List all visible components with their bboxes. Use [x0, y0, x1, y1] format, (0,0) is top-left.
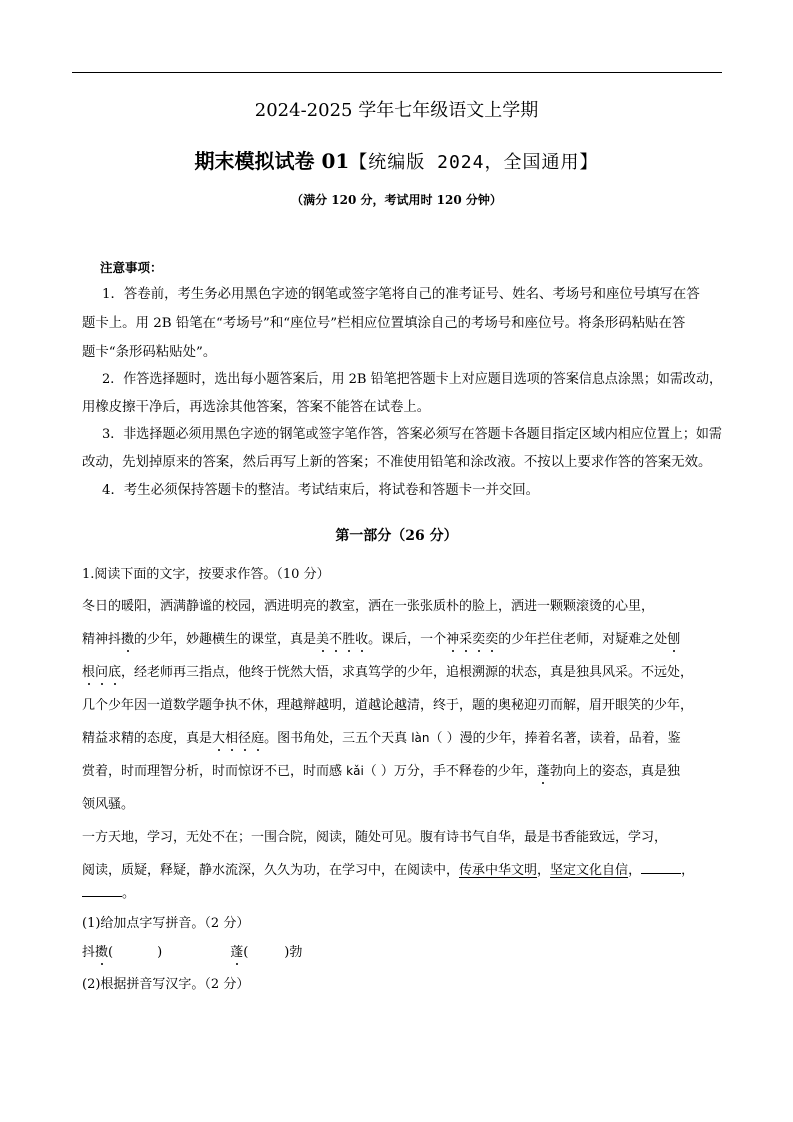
section-heading: 第一部分（26 分） — [335, 528, 458, 544]
notice-item-2-line-2: 用橡皮擦干净后，再选涂其他答案，答案不能答在试卷上。 — [82, 400, 431, 415]
passage-p2-line-2 — [82, 859, 694, 878]
text-span: 。图书角处，三五个天真 — [264, 731, 412, 746]
exam-year-title: 2024-2025 学年七年级语文上学期 — [254, 100, 539, 121]
answer-blank-2[interactable] — [82, 884, 122, 897]
notice-item-3-line-1: 3．非选择题必须用黑色字迹的钢笔或签字笔作答，答案必须写在答题卡各题目指定区域内相应位置上；如需 — [102, 427, 722, 442]
text-span: ，经老师再三指点，他终于恍然大悟，求真笃学的少年，追根溯源的状态，真是独具风采。不远处， — [121, 665, 694, 680]
emphasized-char: 不 — [329, 632, 343, 647]
emphasized-char: 刨 — [667, 632, 681, 647]
passage-p1-line-1: 冬日的暖阳，洒满静谧的校园，洒进明亮的教室，洒在一张张质朴的脸上，洒进一颗颗滚烫的心里， — [82, 599, 655, 614]
notice-item-3-line-2: 改动，先划掉原来的答案，然后再写上新的答案；不准使用铅笔和涂改液。不按以上要求作答的答案无效。 — [82, 455, 712, 470]
text-span: 的少年拦住老师，对疑难之处 — [498, 632, 668, 647]
passage-p1-line-3 — [82, 661, 693, 680]
notice-item-4-line-1: 4．考生必须保持答题卡的整洁。考试结束后，将试卷和答题卡一并交回。 — [102, 483, 540, 498]
text-span: 。 — [122, 886, 136, 901]
paren-open: ( — [108, 945, 114, 960]
emphasized-char: 采 — [459, 632, 473, 647]
text-span: 精神抖 — [82, 632, 122, 647]
text-span: 精益求精的态度，真是 — [82, 731, 213, 746]
emphasized-char: 胜 — [342, 632, 356, 647]
emphasized-char: 收 — [355, 632, 369, 647]
text-span: 勃向上的姿态，真是独 — [549, 764, 680, 779]
text-span: 赏着，时而理智分析，时而惊讶不已，时而感 — [82, 764, 347, 779]
subquestion-1-items — [82, 941, 302, 960]
notice-item-1-line-2: 题卡上。用 2B 铅笔在“考场号”和“座位号”栏相应位置填涂自己的考场号和座位号。将条形码粘贴在答 — [82, 316, 686, 331]
text-span: 的少年，妙趣横生的课堂，真是 — [134, 632, 317, 647]
text-span: ， — [628, 863, 642, 878]
emphasized-char: 径 — [238, 731, 252, 746]
notice-item-1-line-3: 题卡“条形码粘贴处”。 — [82, 345, 217, 360]
exam-title-main: 期末模拟试卷 01 — [194, 149, 350, 173]
pinyin-lan: làn — [411, 731, 430, 745]
emphasized-char: 庭 — [251, 731, 265, 746]
paren-open: ( — [243, 945, 249, 960]
emphasized-char: 根 — [82, 665, 96, 680]
emphasized-char: 奕 — [472, 632, 486, 647]
passage-p1-line-6 — [82, 760, 680, 779]
subquestion-2-prompt: (2)根据拼音写汉字。（2 分） — [82, 977, 250, 992]
emphasized-char: 擞 — [121, 632, 135, 647]
text-span: （ ）漫的少年，捧着名著，读着，品着，鉴 — [429, 731, 681, 746]
text-span: 。课后，一个 — [368, 632, 447, 647]
passage-p2-line-1: 一方天地，学习，无处不在；一围合院，阅读，随处可见。腹有诗书气自华，最是书香能致远，学习， — [82, 830, 668, 845]
answer-blank-1[interactable] — [641, 861, 681, 874]
paren-close: ) — [284, 945, 290, 960]
emphasized-char: 擞 — [95, 945, 109, 960]
exam-score-info: （满分 120 分，考试用时 120 分钟） — [291, 193, 502, 207]
underlined-phrase-2: 坚定文化自信 — [550, 863, 629, 878]
emphasized-char: 蓬 — [536, 764, 550, 779]
emphasized-char: 奕 — [485, 632, 499, 647]
underlined-phrase-1: 传承中华文明 — [459, 863, 538, 878]
passage-p1-line-7: 领风骚。 — [82, 797, 135, 812]
exam-main-title — [0, 145, 793, 174]
text-span: 抖 — [82, 945, 96, 960]
passage-p2-line-3 — [82, 882, 135, 901]
emphasized-char: 底 — [108, 665, 122, 680]
text-span: ， — [537, 863, 551, 878]
paren-close: ) — [157, 945, 163, 960]
subquestion-1-prompt: (1)给加点字写拼音。（2 分） — [82, 916, 250, 931]
header-rule — [72, 72, 722, 73]
emphasized-char: 大 — [212, 731, 226, 746]
notice-item-1-line-1: 1．答卷前，考生务必用黑色字迹的钢笔或签字笔将自己的准考证号、姓名、考场号和座位号填写在答 — [102, 287, 700, 302]
notice-heading: 注意事项： — [100, 260, 163, 275]
emphasized-char: 美 — [316, 632, 330, 647]
emphasized-char: 相 — [225, 731, 239, 746]
text-span: 勃 — [289, 945, 303, 960]
passage-p1-line-5 — [82, 727, 681, 746]
pinyin-kai: kǎi — [346, 764, 364, 778]
text-span: 阅读，质疑，释疑，静水流深，久久为功，在学习中，在阅读中， — [82, 863, 460, 878]
question-1-prompt: 1.阅读下面的文字，按要求作答。（10 分） — [82, 567, 330, 582]
exam-title-edition: 【统编版 2024，全国通用】 — [349, 152, 599, 173]
text-span: ， — [681, 863, 695, 878]
emphasized-char: 神 — [446, 632, 460, 647]
notice-item-2-line-1: 2．作答选择题时，选出每小题答案后，用 2B 铅笔把答题卡上对应题目选项的答案信息点涂黑；如需改动， — [102, 372, 722, 387]
text-span: （ ）万分，手不释卷的少年， — [363, 764, 537, 779]
passage-p1-line-4: 几个少年因一道数学题争执不休，理越辩越明，道越论越清，终于，题的奥秘迎刃而解，眉开眼笑的少年， — [82, 698, 694, 713]
passage-p1-line-2 — [82, 628, 680, 647]
emphasized-char: 蓬 — [230, 945, 244, 960]
emphasized-char: 问 — [95, 665, 109, 680]
